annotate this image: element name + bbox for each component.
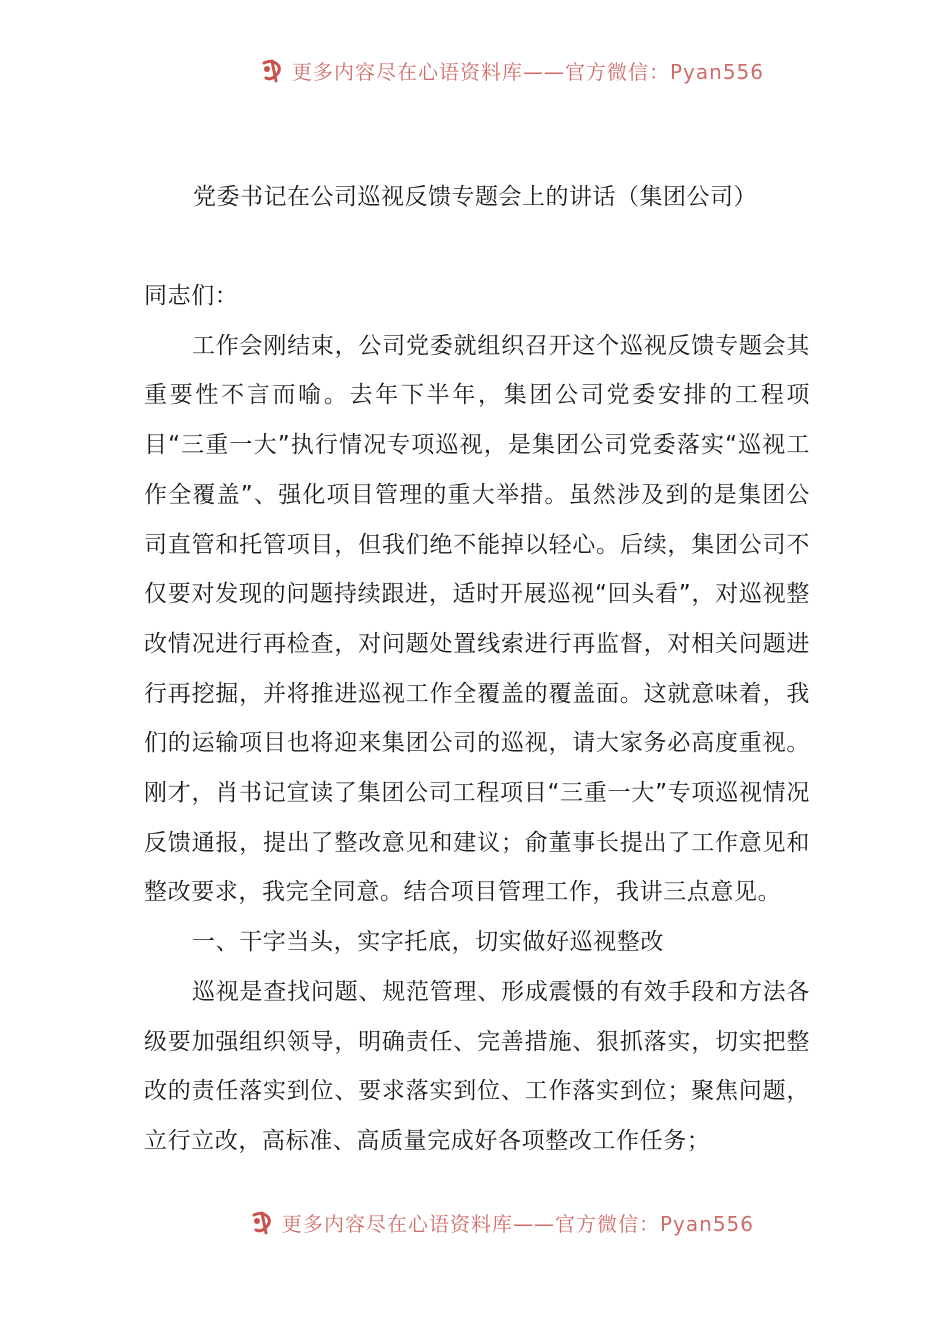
paragraph: 巡视是查找问题、规范管理、形成震慑的有效手段和方法各级要加强组织领导，明确责任、完善措施、狠抓落实，切实把整改的责任落实到位、要求落实到位、工作落实到位；聚焦问题，立行立改，高标准、高质量完成好各项整改工作任务；	[144, 978, 810, 1154]
logo-icon	[248, 1207, 278, 1237]
salutation: 同志们：	[144, 283, 239, 309]
logo-icon	[258, 55, 288, 85]
watermark-top	[0, 52, 950, 88]
watermark-bottom	[0, 1204, 950, 1240]
paragraph: 工作会刚结束，公司党委就组织召开这个巡视反馈专题会其重要性不言而喻。去年下半年，集团公司党委安排的工程项目“三重一大”执行情况专项巡视，是集团公司党委落实“巡视工作全覆盖”、强化项目管理的重大举措。虽然涉及到的是集团公司直管和托管项目，但我们绝不能掉以轻心。后续，集团公司不仅要对发现的问题持续跟进，适时开展巡视“回头看”，对巡视整改情况进行再检查，对问题处置线索进行再监督，对相关问题进行再挖掘，并将推进巡视工作全覆盖的覆盖面。这就意味着，我们的运输项目也将迎来集团公司的巡视，请大家务必高度重视。刚才，肖书记宣读了集团公司工程项目“三重一大”专项巡视情况反馈通报，提出了整改意见和建议；俞董事长提出了工作意见和整改要求，我完全同意。结合项目管理工作，我讲三点意见。	[144, 332, 810, 906]
watermark-text: 更多内容尽在心语资料库——官方微信：Pyan556	[282, 1211, 755, 1236]
document-title: 党委书记在公司巡视反馈专题会上的讲话（集团公司）	[193, 184, 757, 210]
section-heading: 一、干字当头，实字托底，切实做好巡视整改	[192, 929, 664, 956]
document-body	[144, 272, 810, 1167]
watermark-text: 更多内容尽在心语资料库——官方微信：Pyan556	[292, 59, 765, 84]
